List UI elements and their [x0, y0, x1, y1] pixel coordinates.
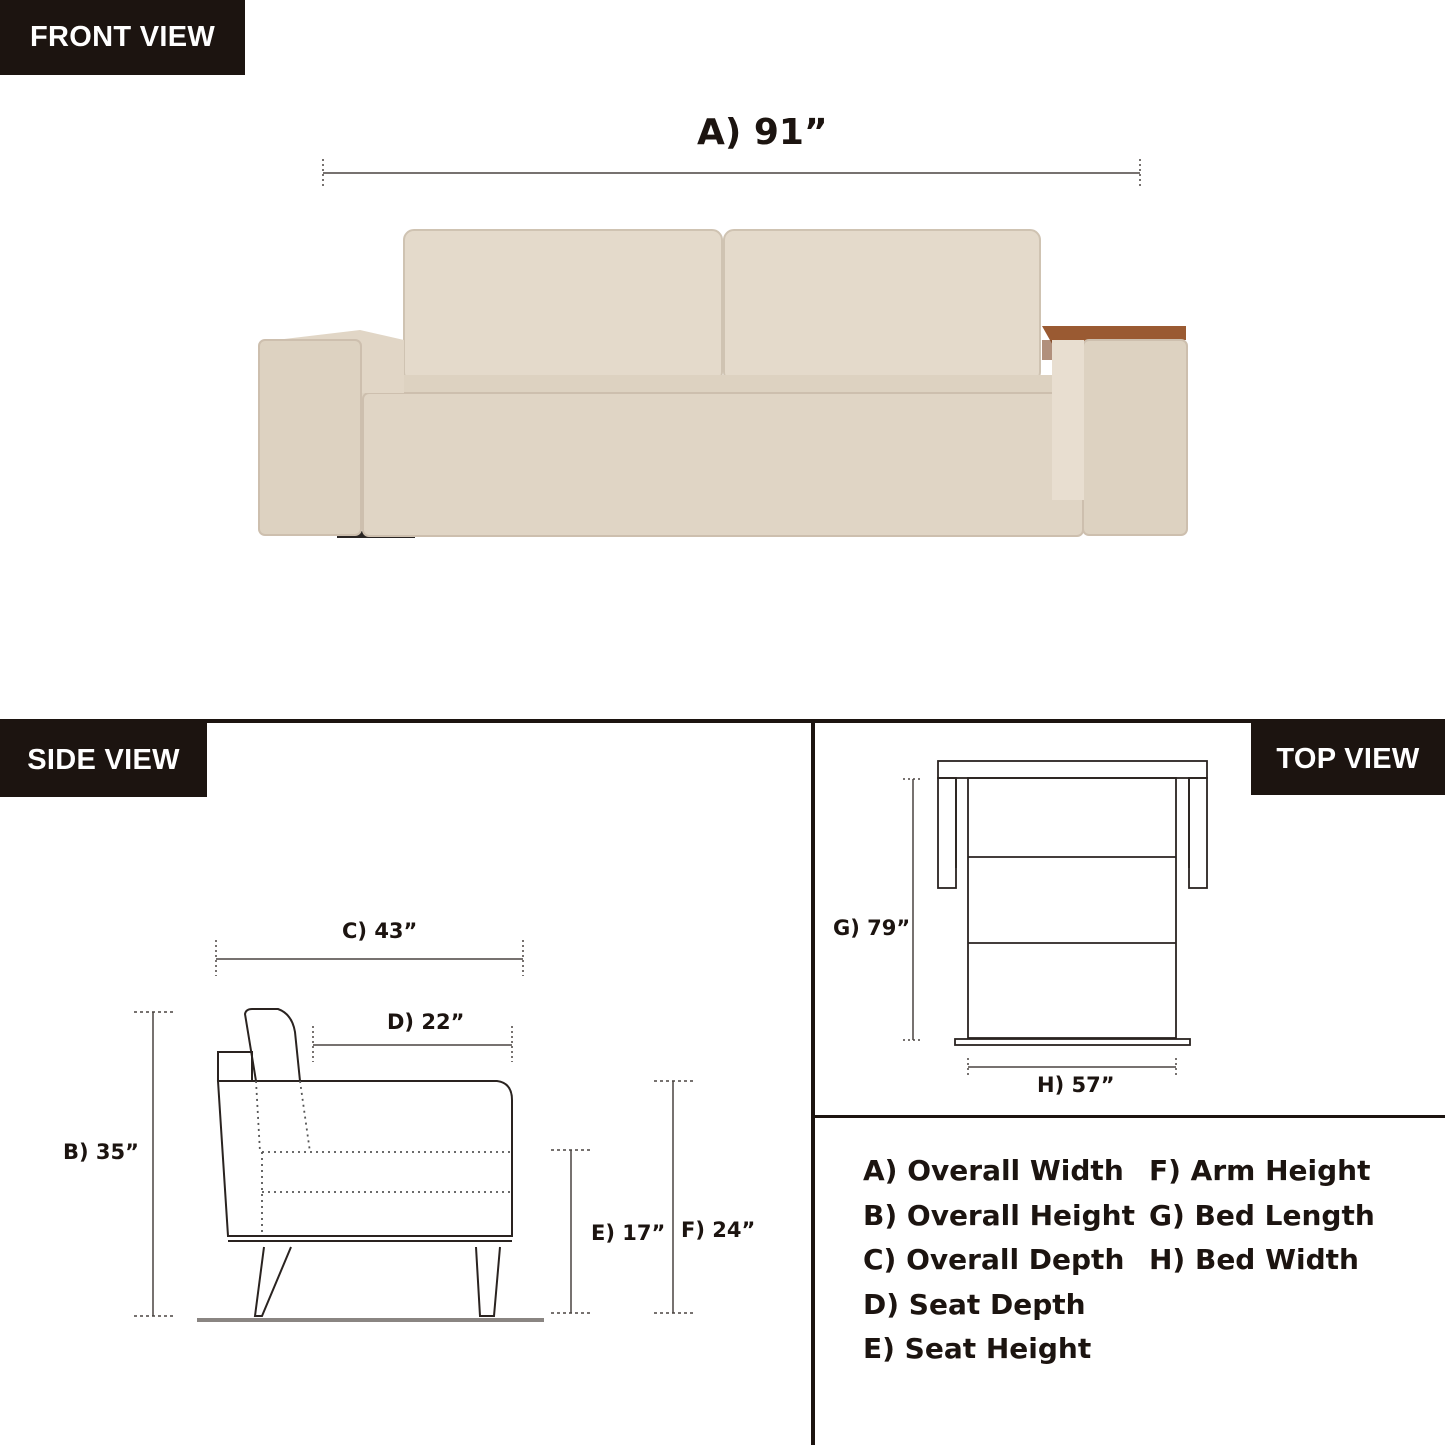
vertical-divider — [811, 723, 815, 1445]
top-view-drawing — [903, 761, 1207, 1076]
dimension-c-label: C) 43” — [342, 919, 418, 943]
sofa-front-illustration — [259, 230, 1187, 538]
dimension-h-label: H) 57” — [1037, 1073, 1115, 1097]
seat-cushion — [363, 393, 1083, 536]
legend-item: E) Seat Height — [863, 1332, 1092, 1365]
left-arm — [259, 340, 361, 535]
side-view-drawing — [134, 940, 694, 1320]
dimension-d-label: D) 22” — [387, 1010, 465, 1034]
right-arm — [1083, 340, 1187, 535]
legend-item: C) Overall Depth — [863, 1243, 1125, 1276]
horizontal-divider-top — [0, 719, 1445, 723]
front-view-tag: FRONT VIEW — [0, 0, 245, 75]
legend-item: H) Bed Width — [1149, 1243, 1359, 1276]
legend-item: G) Bed Length — [1149, 1199, 1375, 1232]
side-view-tag: SIDE VIEW — [0, 723, 207, 797]
dimension-g-label: G) 79” — [833, 916, 911, 940]
dimension-f-label: F) 24” — [681, 1218, 756, 1242]
back-cushion-right — [724, 230, 1040, 382]
dimension-b-label: B) 35” — [63, 1140, 139, 1164]
dimension-a-label: A) 91” — [697, 112, 828, 153]
back-cushion-left — [404, 230, 722, 382]
top-view-tag: TOP VIEW — [1251, 723, 1445, 795]
legend-item: A) Overall Width — [863, 1154, 1124, 1187]
legend-item: F) Arm Height — [1149, 1154, 1371, 1187]
dimension-e-label: E) 17” — [591, 1221, 666, 1245]
dimension-line-a — [323, 159, 1140, 187]
legend-item: D) Seat Depth — [863, 1288, 1086, 1321]
horizontal-divider-right — [815, 1115, 1445, 1118]
legend-item: B) Overall Height — [863, 1199, 1135, 1232]
